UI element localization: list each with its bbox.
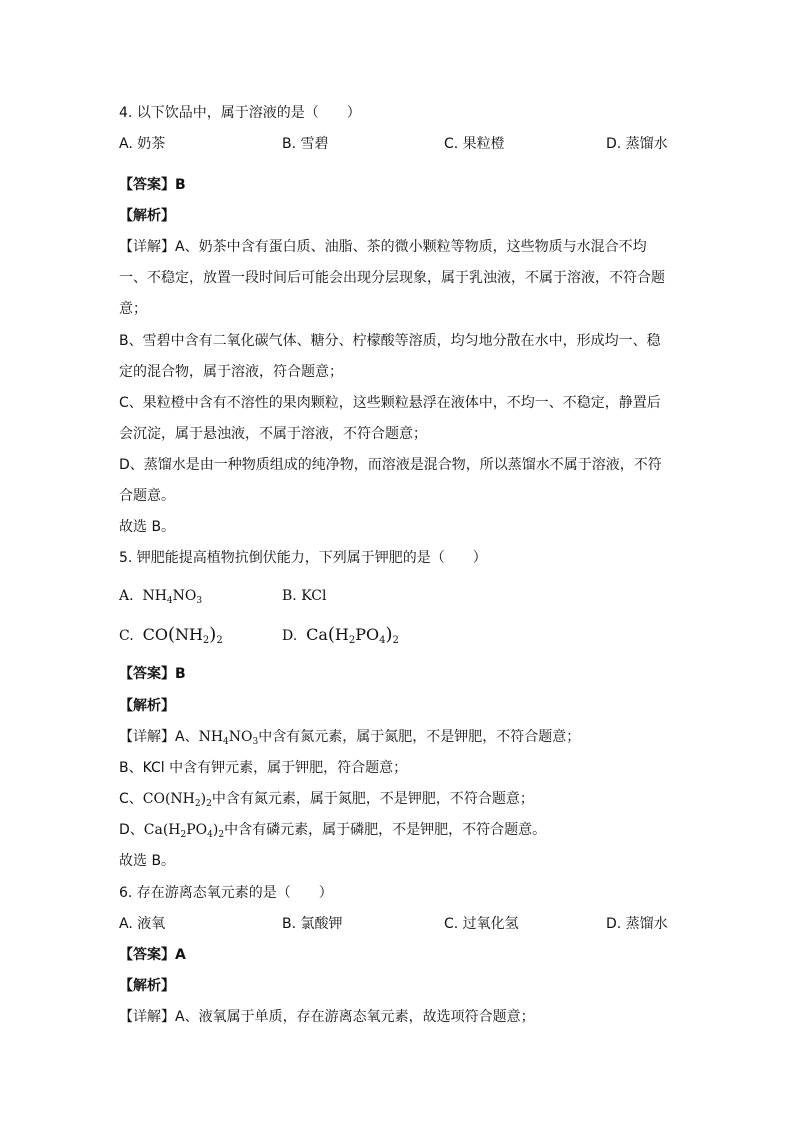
q4-detail-line-8: D、蒸馏水是由一种物质组成的纯净物，而溶液是混合物，所以蒸馏水不属于溶液，不符 <box>119 457 662 473</box>
q4-option-a: A. 奶茶 <box>119 136 166 152</box>
q4-detail-line-9: 合题意。 <box>119 488 175 504</box>
q4-conclusion: 故选 B。 <box>119 519 176 535</box>
q6-stem: 6. 存在游离态氧元素的是（ ） <box>119 885 333 901</box>
q5-detail-line-3: C、$CO(NH_2)_2$中含有氮元素，属于氮肥，不是钾肥，不符合题意； <box>119 791 534 809</box>
q6-option-a: A. 液氧 <box>119 916 166 932</box>
q5-stem: 5. 钾肥能提高植物抗倒伏能力，下列属于钾肥的是（ ） <box>119 550 487 566</box>
q6-detail-line-1: 【详解】A、液氧属于单质，存在游离态氧元素，故选项符合题意； <box>119 1009 535 1025</box>
q4-detail-line-5: 定的混合物，属于溶液，符合题意； <box>119 364 343 380</box>
q5-detail-line-1: 【详解】A、$NH_4NO_3$中含有氮元素，属于氮肥，不是钾肥，不符合题意； <box>119 729 581 747</box>
q4-detail-line-2: 一、不稳定，放置一段时间后可能会出现分层现象，属于乳浊液，不属于溶液，不符合题 <box>119 270 665 286</box>
q5-option-c: C. $CO(NH_2)_2$ <box>119 624 223 646</box>
q5-answer: 【答案】B <box>119 666 186 682</box>
q4-detail-line-4: B、雪碧中含有二氧化碳气体、糖分、柠檬酸等溶质，均匀地分散在水中，形成均一、稳 <box>119 333 661 349</box>
q4-detail-line-6: C、果粒橙中含有不溶性的果肉颗粒，这些颗粒悬浮在液体中，不均一、不稳定，静置后 <box>119 395 661 411</box>
q4-detail-line-3: 意； <box>119 301 147 317</box>
q4-answer: 【答案】B <box>119 177 186 193</box>
q4-option-d: D. 蒸馏水 <box>606 136 668 152</box>
q6-option-d: D. 蒸馏水 <box>606 916 668 932</box>
q5-option-b: B. KCl <box>282 588 327 604</box>
q5-detail-line-2: B、KCl 中含有钾元素，属于钾肥，符合题意； <box>119 760 408 776</box>
q4-option-c: C. 果粒橙 <box>444 136 505 152</box>
q4-stem: 4. 以下饮品中，属于溶液的是（ ） <box>119 105 361 121</box>
q5-option-d: D. $Ca(H_2PO_4)_2$ <box>282 624 399 646</box>
q4-detail-line-7: 会沉淀，属于悬浊液，不属于溶液，不符合题意； <box>119 426 427 442</box>
q4-analysis-heading: 【解析】 <box>119 208 175 224</box>
q5-detail-line-4: D、$Ca(H_2PO_4)_2$中含有磷元素，属于磷肥，不是钾肥，不符合题意。 <box>119 822 547 840</box>
q6-option-c: C. 过氧化氢 <box>444 916 519 932</box>
q6-analysis-heading: 【解析】 <box>119 978 175 994</box>
q4-option-b: B. 雪碧 <box>282 136 329 152</box>
q5-option-a: A. $NH_4NO_3$ <box>119 588 203 606</box>
q6-option-b: B. 氯酸钾 <box>282 916 343 932</box>
q5-analysis-heading: 【解析】 <box>119 698 175 714</box>
q5-conclusion: 故选 B。 <box>119 853 176 869</box>
q4-detail-line-1: 【详解】A、奶茶中含有蛋白质、油脂、茶的微小颗粒等物质，这些物质与水混合不均 <box>119 239 647 255</box>
q6-answer: 【答案】A <box>119 947 186 963</box>
